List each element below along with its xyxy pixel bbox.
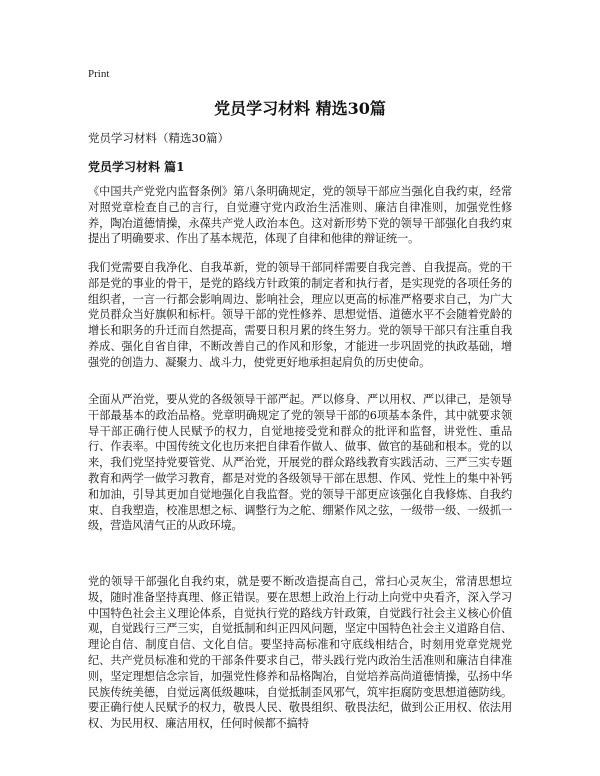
document-title: 党员学习材料 精选30篇 <box>214 99 386 118</box>
body-paragraph: 我们党需要自我净化、自我革新，党的领导干部同样需要自我完善、自我提高。党的干部是党的事业的骨干，是党的路线方针政策的制定者和执行者，是实现党的各项任务的组织者，一言一行都会影响周边、影响社会，理应以更高的标准严格要求自己，为广大党员群众当好旗帜和标杆。领导干部的党性修养、思想觉悟、道德水平不会随着党龄的增长和职务的升迁而自然提高，需要日积月累的终生努力。党的领导干部只有注重自我养成、强化自省自律，不断改善自己的作风和形象，才能进一步巩固党的执政基础，增强党的创造力、凝聚力、战斗力，使党更好地承担起肩负的历史使命。 <box>88 261 512 369</box>
section-heading: 党员学习材料 篇1 <box>88 160 185 174</box>
print-link[interactable]: Print <box>88 68 110 80</box>
body-paragraph: 全面从严治党，要从党的各级领导干部严起。严以修身、严以用权、严以律己，是领导干部最基本的政治品格。党章明确规定了党的领导干部的6项基本条件，其中就要求领导干部正确行使人民赋予的权力，自觉地接受党和群众的批评和监督，讲党性、重品行、作表率。中国传统文化也历来把自律看作做人、做事、做官的基础和根本。党的以来，我们党坚持党要管党、从严治党，开展党的群众路线教育实践活动、三严三实专题教育和两学一做学习教育，都是对党的各级领导干部在思想、作风、党性上的集中补钙和加油，引导其更加自觉地强化自我监督。党的领导干部更应该强化自我修炼、自我约束、自我塑造，校准思想之标、调整行为之舵、绷紧作风之弦，一级带一级、一级抓一级，营造风清气正的从政环境。 <box>88 393 512 533</box>
document-subtitle: 党员学习材料（精选30篇） <box>88 131 230 145</box>
body-paragraph: 《中国共产党党内监督条例》第八条明确规定，党的领导干部应当强化自我约束，经常对照党章检查自己的言行，自觉遵守党内政治生活准则、廉洁自律准则，加强党性修养，陶冶道德情操，永葆共产党人政治本色。这对新形势下党的领导干部强化自我约束提出了明确要求、作出了基本规范，体现了自律和他律的辩证统一。 <box>88 185 512 246</box>
body-paragraph: 党的领导干部强化自我约束，就是要不断改造提高自己，常扫心灵灰尘，常清思想垃圾，随时准备坚持真理、修正错误。要在思想上政治上行动上向党中央看齐，深入学习中国特色社会主义理论体系，自觉执行党的路线方针政策，自觉践行社会主义核心价值观，自觉践行三严三实，自觉抵制和纠正四风问题，坚定中国特色社会主义道路自信、理论自信、制度自信、文化自信。要坚持高标准和守底线相结合，时刻用党章党规党纪、共产党员标准和党的干部条件要求自己，带头践行党内政治生活准则和廉洁自律准则，坚定理想信念宗旨，加强党性修养和品格陶冶，自觉培养高尚道德情操，弘扬中华民族传统美德，自觉远离低级趣味，自觉抵制歪风邪气，筑牢拒腐防变思想道德防线。要正确行使人民赋予的权力，敬畏人民、敬畏组织、敬畏法纪，做到公正用权、依法用权、为民用权、廉洁用权，任何时候都不搞特 <box>88 575 512 731</box>
